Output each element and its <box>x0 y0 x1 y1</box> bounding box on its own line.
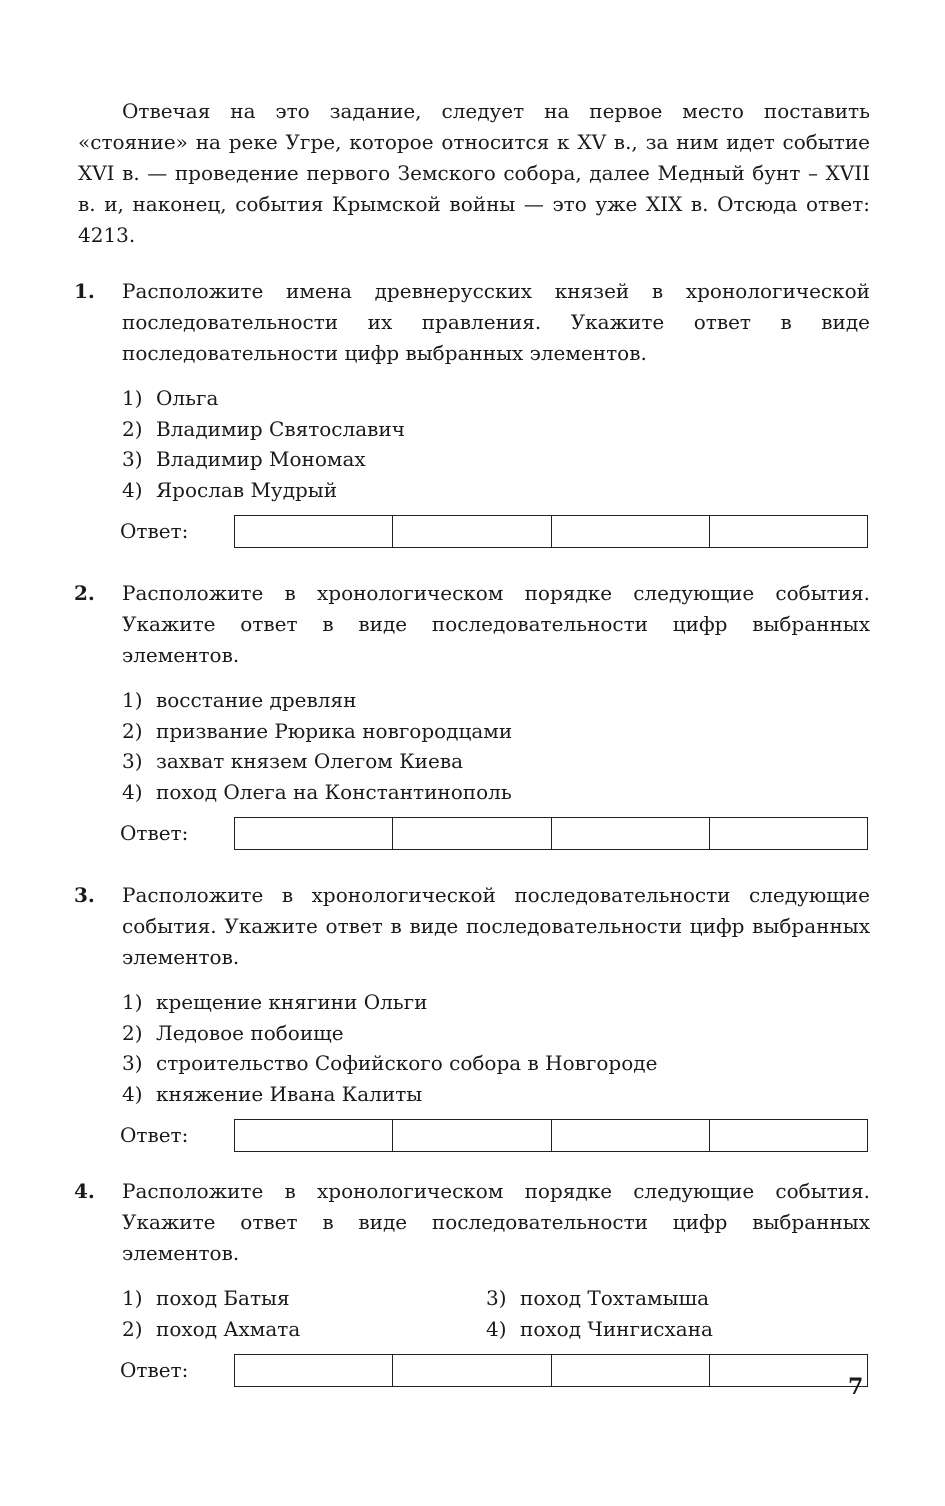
answer-row <box>120 1354 870 1390</box>
answer-cell[interactable] <box>235 1355 393 1386</box>
answer-row <box>120 817 870 853</box>
option-text: строительство Софийского собора в Новгороде <box>156 1051 658 1075</box>
options-list <box>122 987 870 1109</box>
option-number: 4) <box>122 477 143 502</box>
option-number: 1) <box>122 688 143 712</box>
task-number: 1. <box>74 279 95 303</box>
task-text: Расположите имена древнерусских князей в хронологической последовательности их правления. Укажите ответ в виде последовательности цифр выбранных элементов. <box>122 279 870 365</box>
task-4 <box>74 1176 870 1390</box>
answer-cell[interactable] <box>710 516 867 547</box>
option-number: 4) <box>122 1081 143 1106</box>
option-text: поход Олега на Константинополь <box>156 779 512 804</box>
option-item <box>122 777 870 808</box>
option-text: поход Батыя <box>156 1286 290 1310</box>
option-item <box>122 1048 870 1079</box>
answer-box[interactable] <box>234 1354 868 1387</box>
option-text: Владимир Святославич <box>156 416 405 441</box>
task-text: Расположите в хронологическом порядке следующие события. Укажите ответ в виде последовательности цифр выбранных элементов. <box>122 1179 870 1265</box>
option-number: 3) <box>122 447 143 471</box>
option-number: 3) <box>486 1286 507 1310</box>
option-item <box>122 685 870 716</box>
option-text: призвание Рюрика новгородцами <box>156 718 513 743</box>
option-item <box>122 987 870 1018</box>
answer-cell[interactable] <box>393 1120 551 1151</box>
option-item <box>122 1079 870 1110</box>
answer-label: Ответ: <box>120 519 189 543</box>
answer-label: Ответ: <box>120 1358 189 1382</box>
option-text: Ярослав Мудрый <box>156 477 338 502</box>
answer-cell[interactable] <box>552 818 710 849</box>
option-text: поход Чингисхана <box>520 1316 713 1341</box>
option-item <box>122 1314 486 1345</box>
task-1 <box>74 276 870 551</box>
answer-label: Ответ: <box>120 821 189 845</box>
task-text: Расположите в хронологической последовательности следующие события. Укажите ответ в виде последовательности цифр выбранных элементов. <box>122 883 870 969</box>
answer-cell[interactable] <box>393 1355 551 1386</box>
answer-row <box>120 515 870 551</box>
answer-box[interactable] <box>234 1119 868 1152</box>
answer-cell[interactable] <box>552 516 710 547</box>
answer-cell[interactable] <box>235 1120 393 1151</box>
option-text: Ольга <box>156 386 219 410</box>
option-number: 1) <box>122 386 143 410</box>
option-number: 2) <box>122 416 143 441</box>
options-list <box>122 1283 870 1344</box>
option-number: 1) <box>122 1286 143 1310</box>
task-number: 2. <box>74 581 95 605</box>
option-item <box>122 475 870 506</box>
answer-cell[interactable] <box>235 818 393 849</box>
option-item <box>486 1283 806 1314</box>
page-number: 7 <box>848 1374 864 1400</box>
task-number: 3. <box>74 883 95 907</box>
task-number: 4. <box>74 1179 95 1203</box>
answer-cell[interactable] <box>393 818 551 849</box>
answer-cell[interactable] <box>710 818 867 849</box>
option-number: 3) <box>122 749 143 773</box>
task-2 <box>74 578 870 853</box>
option-item <box>486 1314 806 1345</box>
option-item <box>122 1283 486 1314</box>
option-number: 4) <box>486 1316 507 1341</box>
answer-cell[interactable] <box>552 1355 710 1386</box>
task-3 <box>74 880 870 1155</box>
answer-box[interactable] <box>234 817 868 850</box>
option-text: Ледовое побоище <box>156 1020 344 1045</box>
option-item <box>122 444 870 475</box>
option-number: 1) <box>122 990 143 1014</box>
option-number: 2) <box>122 1316 143 1341</box>
options-list <box>122 383 870 505</box>
option-number: 4) <box>122 779 143 804</box>
option-text: поход Тохтамыша <box>520 1286 710 1310</box>
answer-label: Ответ: <box>120 1123 189 1147</box>
answer-box[interactable] <box>234 515 868 548</box>
answer-cell[interactable] <box>552 1120 710 1151</box>
option-item <box>122 414 870 445</box>
option-number: 2) <box>122 718 143 743</box>
task-text: Расположите в хронологическом порядке следующие события. Укажите ответ в виде последовательности цифр выбранных элементов. <box>122 581 870 667</box>
option-text: княжение Ивана Калиты <box>156 1081 423 1106</box>
option-text: Владимир Мономах <box>156 447 366 471</box>
option-text: крещение княгини Ольги <box>156 990 428 1014</box>
option-number: 2) <box>122 1020 143 1045</box>
option-number: 3) <box>122 1051 143 1075</box>
answer-cell[interactable] <box>710 1355 867 1386</box>
option-item <box>122 716 870 747</box>
option-item <box>122 746 870 777</box>
answer-cell[interactable] <box>393 516 551 547</box>
option-text: восстание древлян <box>156 688 357 712</box>
answer-cell[interactable] <box>710 1120 867 1151</box>
answer-row <box>120 1119 870 1155</box>
intro-paragraph: Отвечая на это задание, следует на первое место поставить «стояние» на реке Угре, которое относится к XV в., за ним идет событие XVI в. — проведение первого Земского собора, далее Медный бунт – XVII в. и, наконец, события Крымской войны — это уже XIX в. Отсюда ответ: 4213. <box>78 99 870 247</box>
option-item <box>122 1018 870 1049</box>
option-text: захват князем Олегом Киева <box>156 749 464 773</box>
option-item <box>122 383 870 414</box>
answer-cell[interactable] <box>235 516 393 547</box>
options-list <box>122 685 870 807</box>
option-text: поход Ахмата <box>156 1316 301 1341</box>
